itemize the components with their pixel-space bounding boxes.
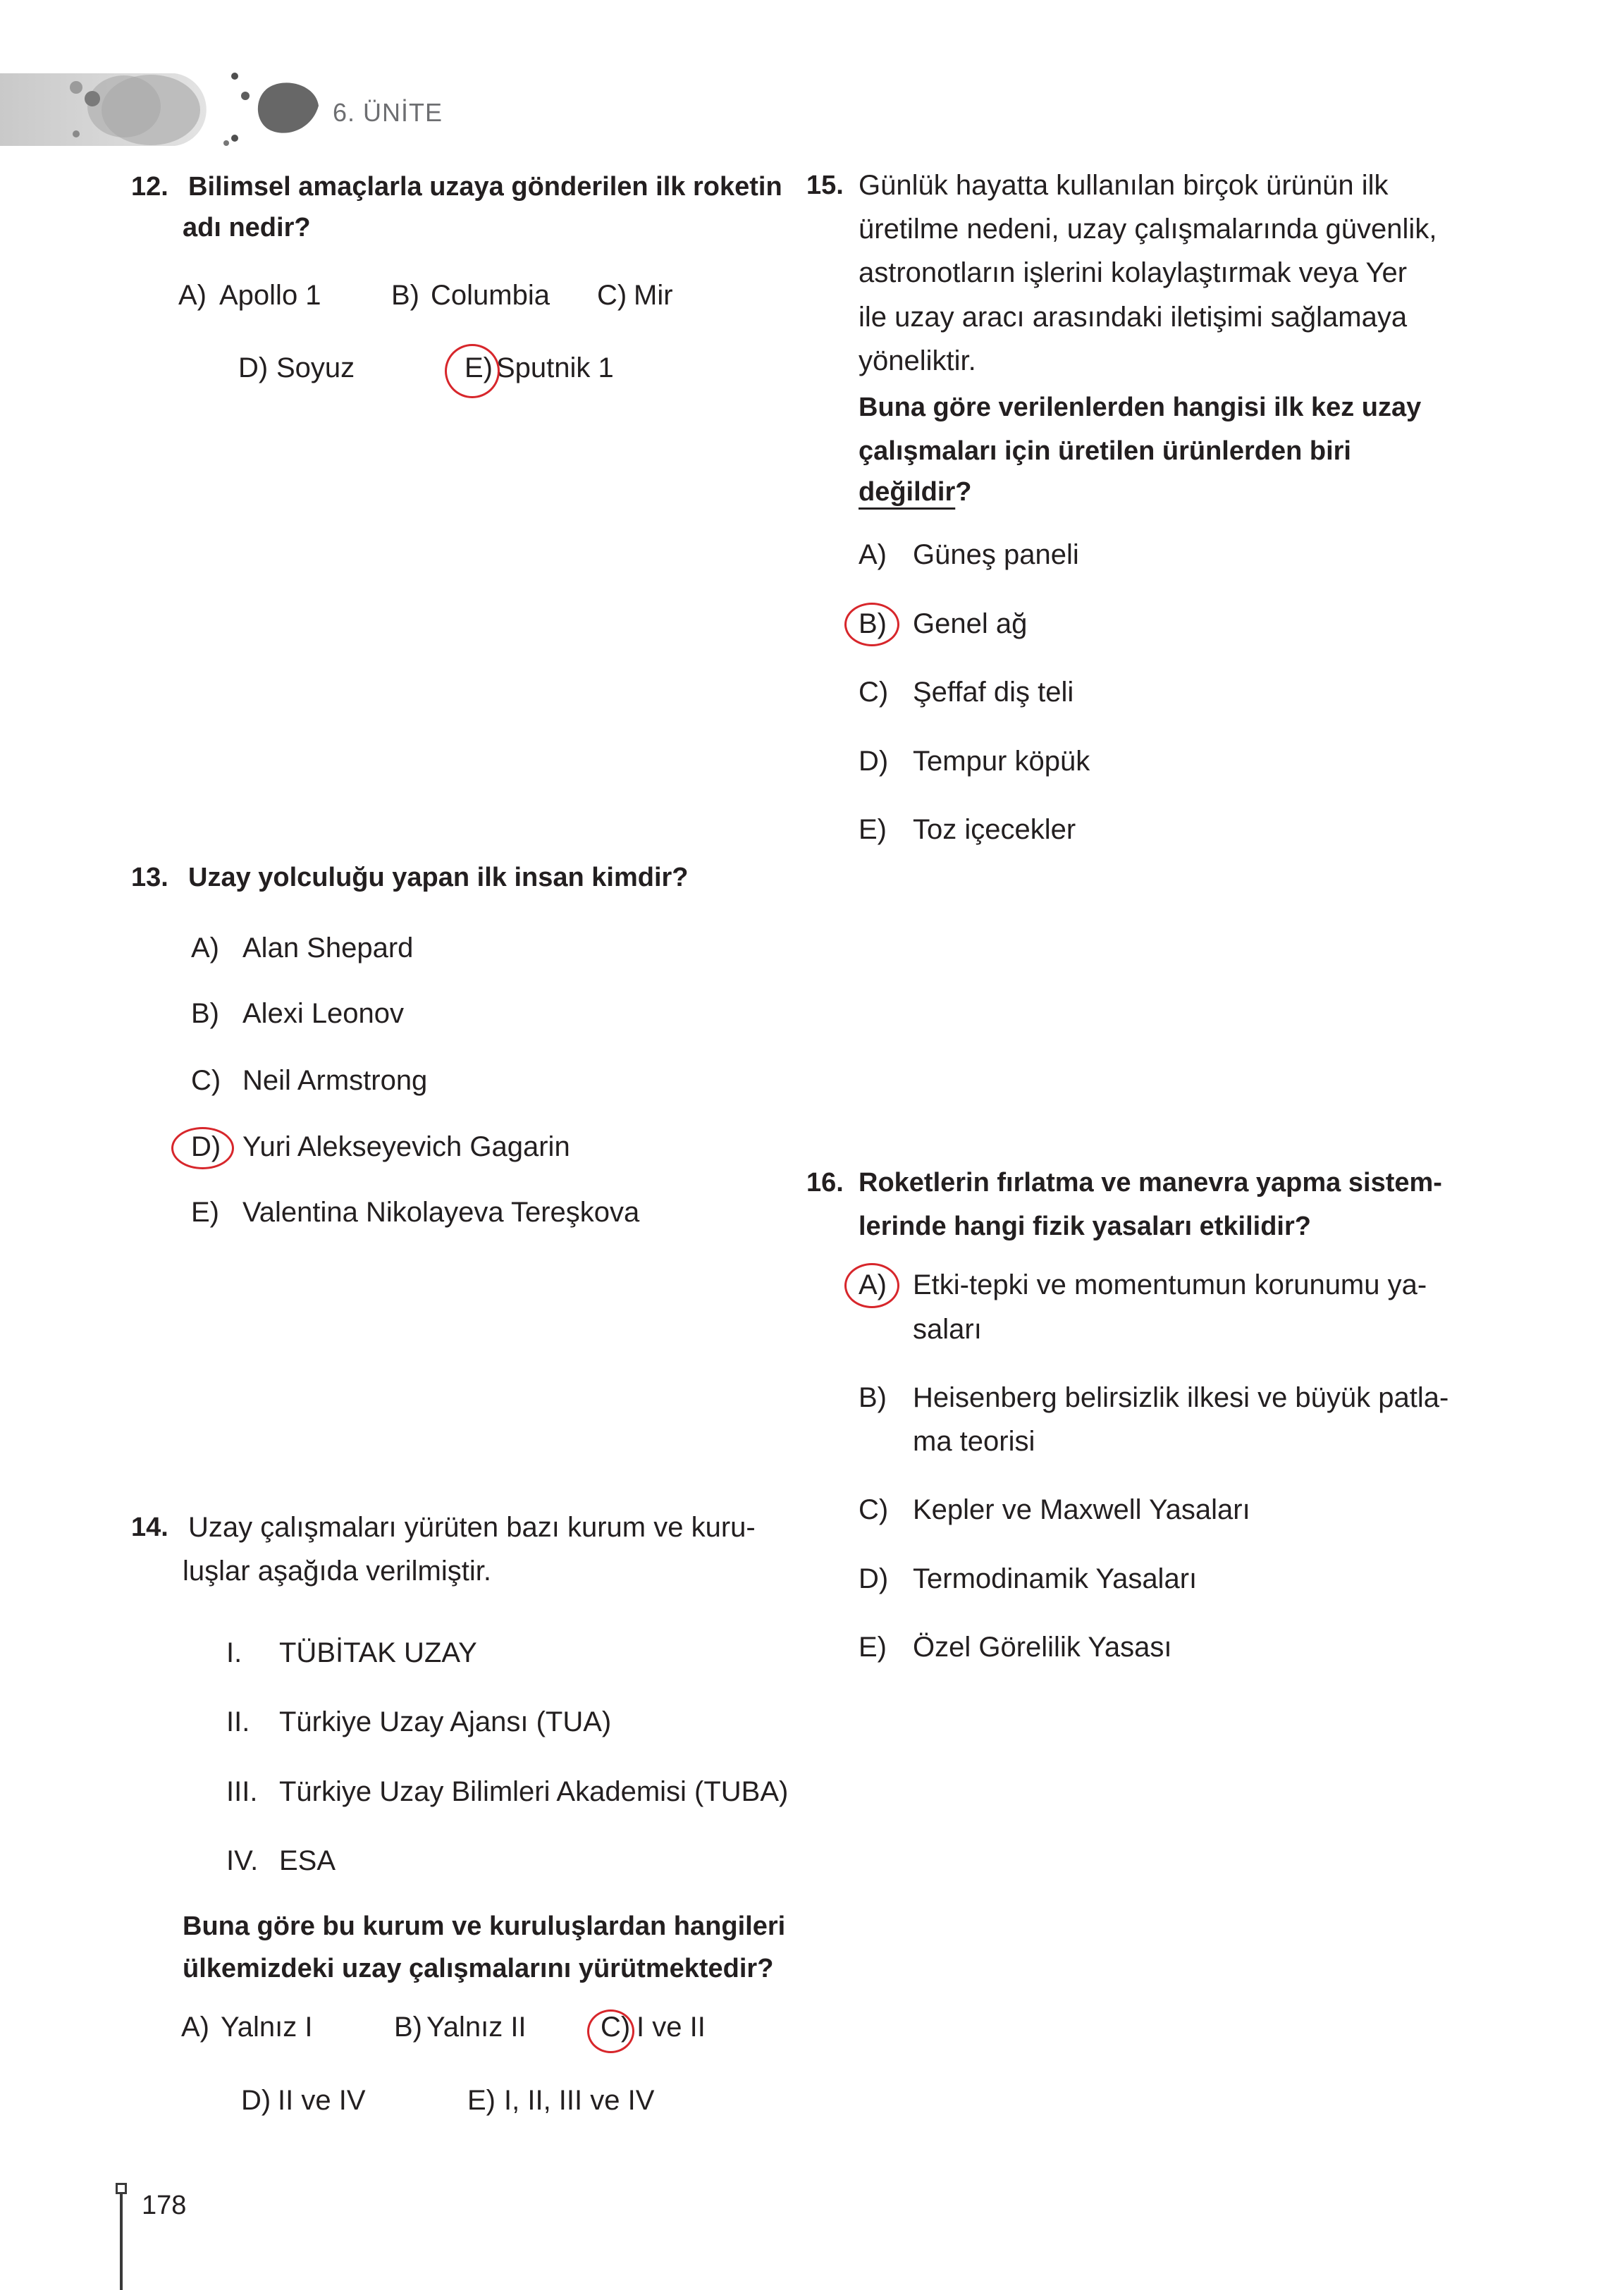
roman-numeral: III. [226, 1776, 258, 1807]
question-number: 13. [131, 863, 168, 892]
option-text-continuation: ma teorisi [913, 1426, 1035, 1457]
question-intro-line: ile uzay aracı arasındaki iletişimi sağlamaya [859, 302, 1408, 333]
answer-circle-mark [844, 603, 899, 646]
option-letter: B) [391, 280, 419, 311]
option-letter: A) [859, 1269, 887, 1300]
option-letter: D) [238, 352, 269, 383]
question-number: 16. [806, 1168, 844, 1198]
option-letter: E) [465, 352, 493, 383]
answer-circle-mark [445, 344, 500, 398]
option-text: Yalnız II [426, 2012, 527, 2043]
roman-numeral: I. [226, 1637, 242, 1668]
list-item-text: TÜBİTAK UZAY [279, 1637, 477, 1668]
option-text: I ve II [636, 2012, 706, 2043]
option-text-continuation: saları [913, 1314, 982, 1345]
question-intro-line: astronotların işlerini kolaylaştırmak veya Yer [859, 257, 1408, 288]
option-text: Alexi Leonov [242, 998, 405, 1029]
option-text: Termodinamik Yasaları [913, 1563, 1198, 1594]
option-letter: D) [191, 1131, 221, 1162]
option-letter: C) [601, 2012, 631, 2043]
question-text-line: çalışmaları için üretilen ürünlerden biri [859, 436, 1351, 466]
option-letter: A) [178, 280, 207, 311]
option-text: Valentina Nikolayeva Tereşkova [242, 1197, 640, 1228]
option-text: Heisenberg belirsizlik ilkesi ve büyük patla- [913, 1382, 1449, 1413]
option-text: II ve IV [278, 2085, 366, 2116]
option-letter: B) [859, 608, 887, 639]
option-text: Sputnik 1 [496, 352, 614, 383]
page-number: 178 [142, 2191, 187, 2220]
question-text-line: Roketlerin fırlatma ve manevra yapma sistem- [859, 1168, 1442, 1198]
option-text: Güneş paneli [913, 539, 1079, 570]
page-margin-rule [120, 2193, 123, 2290]
list-item-text: Türkiye Uzay Bilimleri Akademisi (TUBA) [279, 1776, 789, 1807]
option-letter: E) [467, 2085, 496, 2116]
option-letter: E) [859, 1632, 887, 1663]
option-text: Soyuz [276, 352, 355, 383]
list-item-text: Türkiye Uzay Ajansı (TUA) [279, 1706, 612, 1737]
option-text: Genel ağ [913, 608, 1028, 639]
option-letter: C) [597, 280, 627, 311]
option-text: Apollo 1 [219, 280, 321, 311]
option-letter: A) [191, 932, 219, 964]
unit-header-decoration [0, 0, 331, 162]
question-number: 14. [131, 1513, 168, 1542]
list-item-text: ESA [279, 1845, 336, 1876]
question-text-line: lerinde hangi fizik yasaları etkilidir? [859, 1212, 1311, 1241]
page-marker-square [116, 2183, 127, 2194]
question-text-line: ülkemizdeki uzay çalışmalarını yürütmektedir? [183, 1954, 774, 1983]
question-text-line: Buna göre bu kurum ve kuruluşlardan hangileri [183, 1912, 786, 1941]
option-letter: C) [191, 1065, 221, 1096]
option-letter: B) [191, 998, 219, 1029]
option-letter: A) [181, 2012, 209, 2043]
option-text: I, II, III ve IV [504, 2085, 655, 2116]
option-text: Etki-tepki ve momentumun korunumu ya- [913, 1269, 1427, 1300]
negation-emphasis: değildir [859, 477, 956, 507]
answer-circle-mark [587, 2009, 634, 2053]
question-number: 15. [806, 171, 844, 200]
option-letter: D) [859, 1563, 889, 1594]
option-text: Neil Armstrong [242, 1065, 428, 1096]
option-text: Columbia [431, 280, 550, 311]
question-text-line: Buna göre verilenlerden hangisi ilk kez uzay [859, 393, 1422, 422]
question-text-line: Bilimsel amaçlarla uzaya gönderilen ilk roketin [188, 172, 782, 202]
option-text: Tempur köpük [913, 746, 1090, 777]
unit-label: 6. ÜNİTE [333, 98, 443, 127]
option-text: Yalnız I [221, 2012, 313, 2043]
option-letter: C) [859, 677, 889, 708]
question-intro-line: Uzay çalışmaları yürüten bazı kurum ve kuru- [188, 1512, 756, 1543]
question-text-line [859, 475, 971, 509]
option-letter: D) [859, 746, 889, 777]
option-letter: E) [191, 1197, 219, 1228]
option-letter: B) [859, 1382, 887, 1413]
option-letter: E) [859, 814, 887, 845]
roman-numeral: II. [226, 1706, 250, 1737]
roman-numeral: IV. [226, 1845, 259, 1876]
option-text: Mir [634, 280, 673, 311]
question-number: 12. [131, 172, 168, 202]
option-text: Özel Görelilik Yasası [913, 1632, 1172, 1663]
option-letter: C) [859, 1494, 889, 1525]
option-text: Toz içecekler [913, 814, 1076, 845]
question-mark: ? [955, 477, 972, 507]
question-intro-line: yöneliktir. [859, 345, 976, 376]
option-letter: D) [241, 2085, 271, 2116]
answer-circle-mark [844, 1263, 899, 1308]
option-text: Alan Shepard [242, 932, 414, 964]
question-intro-line: Günlük hayatta kullanılan birçok ürünün ilk [859, 170, 1389, 201]
option-letter: B) [394, 2012, 422, 2043]
question-text-line: Uzay yolculuğu yapan ilk insan kimdir? [188, 863, 689, 892]
option-letter: A) [859, 539, 887, 570]
answer-circle-mark [171, 1127, 234, 1169]
question-intro-line: luşlar aşağıda verilmiştir. [183, 1556, 491, 1587]
question-text-line: adı nedir? [183, 213, 311, 242]
option-text: Kepler ve Maxwell Yasaları [913, 1494, 1250, 1525]
option-text: Şeffaf diş teli [913, 677, 1074, 708]
option-text: Yuri Alekseyevich Gagarin [242, 1131, 570, 1162]
question-intro-line: üretilme nedeni, uzay çalışmalarında güvenlik, [859, 214, 1437, 245]
